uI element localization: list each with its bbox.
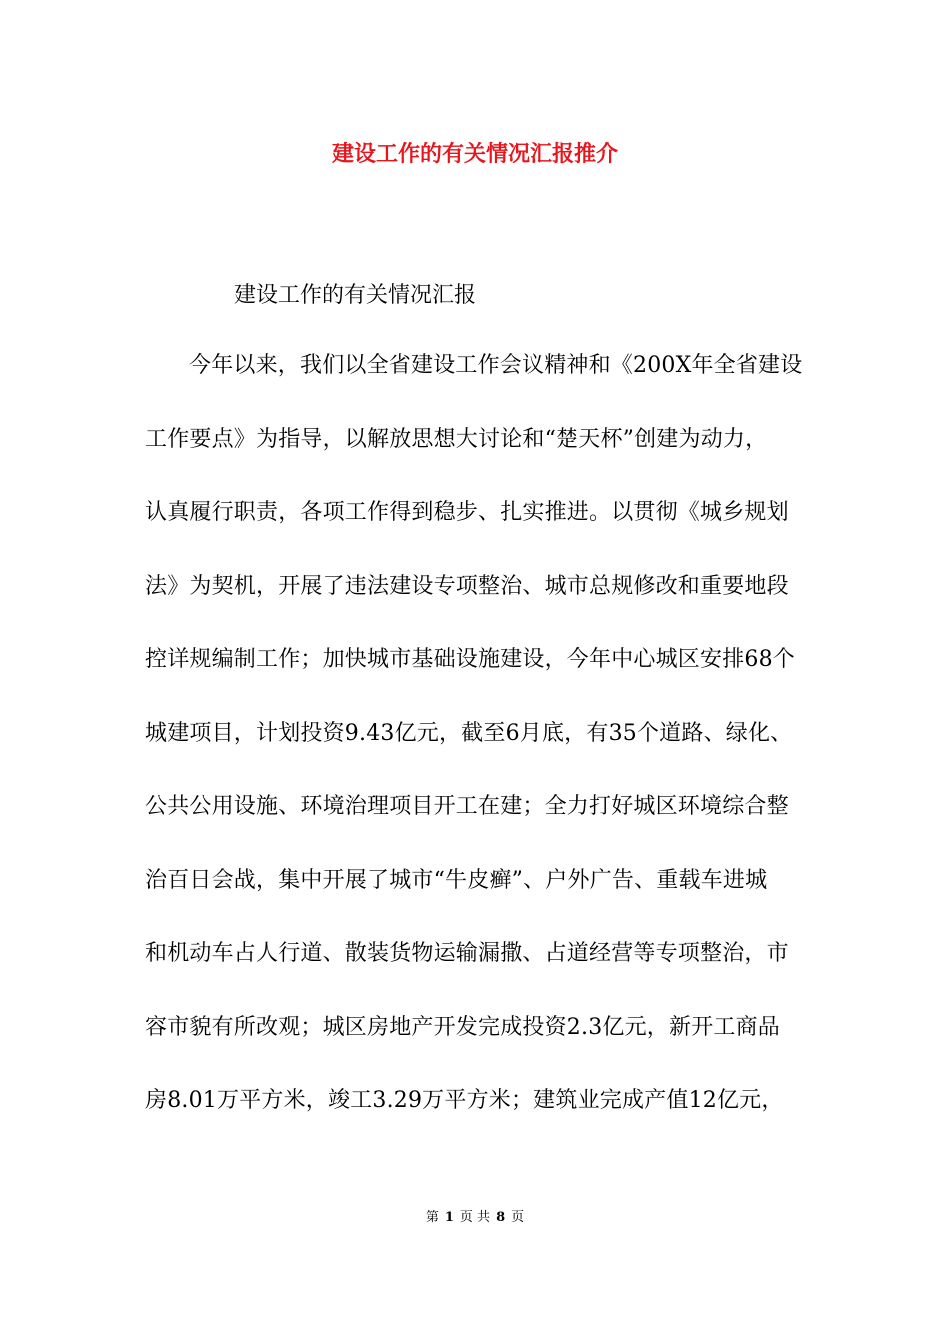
body-line: 法》为契机，开展了违法建设专项整治、城市总规修改和重要地段 — [145, 573, 789, 599]
footer-middle: 页 共 — [459, 1210, 491, 1225]
footer-total-pages: 8 — [496, 1210, 506, 1225]
body-line: 控详规编制工作；加快城市基础设施建设，今年中心城区安排68个 — [145, 647, 795, 672]
body-text — [145, 350, 825, 1159]
body-line: 治百日会战，集中开展了城市“牛皮癣”、户外广告、重载车进城 — [145, 867, 768, 893]
footer-current-page: 1 — [444, 1210, 454, 1225]
body-line: 城建项目，计划投资9.43亿元，截至6月底，有35个道路、绿化、 — [145, 720, 793, 746]
body-line: 今年以来，我们以全省建设工作会议精神和《200X年全省建设 — [189, 353, 803, 378]
body-line: 认真履行职责，各项工作得到稳步、扎实推进。以贯彻《城乡规划 — [145, 500, 789, 525]
page-footer — [0, 1208, 950, 1228]
page-title: 建设工作的有关情况汇报推介 — [331, 141, 618, 167]
footer-suffix: 页 — [511, 1210, 525, 1225]
footer-prefix: 第 — [425, 1210, 439, 1225]
body-line: 公共公用设施、环境治理项目开工在建；全力打好城区环境综合整 — [145, 794, 789, 819]
body-line: 和机动车占人行道、散装货物运输漏撒、占道经营等专项整治，市 — [145, 941, 789, 966]
document-subtitle: 建设工作的有关情况汇报 — [234, 283, 477, 308]
body-line: 工作要点》为指导，以解放思想大讨论和“楚天杯”创建为动力， — [145, 426, 768, 452]
body-line: 容市貌有所改观；城区房地产开发完成投资2.3亿元，新开工商品 — [145, 1014, 780, 1040]
body-line: 房8.01万平方米，竣工3.29万平方米；建筑业完成产值12亿元， — [145, 1088, 784, 1113]
